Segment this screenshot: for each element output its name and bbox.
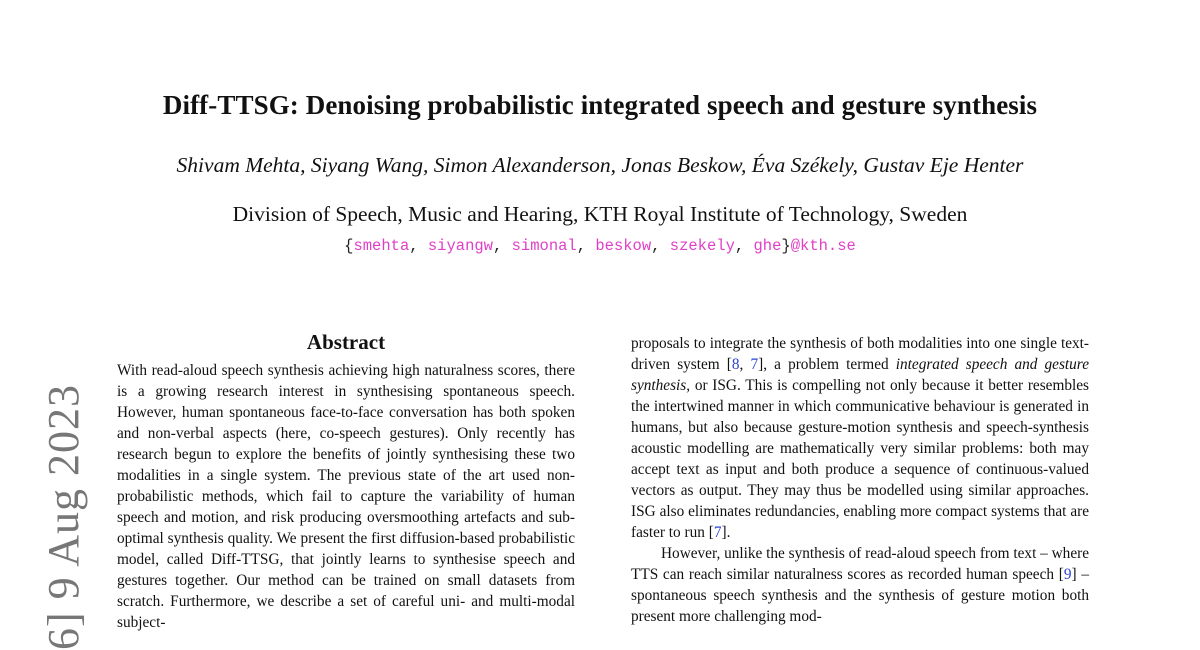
intro-paragraph-2 xyxy=(631,543,1089,627)
email-sep: , xyxy=(493,237,512,255)
email-link[interactable]: simonal xyxy=(511,237,577,255)
email-sep: , xyxy=(576,237,596,255)
citation-link[interactable]: 8 xyxy=(731,356,740,373)
text-run: However, unlike the synthesis of read-aloud speech from text – where TTS can reach similar naturalness scores as recorded human speech [ xyxy=(631,545,1089,583)
term-emphasis: integrated speech and gesture synthesis xyxy=(631,356,1089,394)
email-link[interactable]: ghe xyxy=(753,237,782,255)
text-run: , or ISG. This is compelling not only because it better resembles the intertwined manner in which communicative behaviour is generated in humans, but also because gesture-motion synthesis and speech-synthesis acoustic modelling are mathematically very similar problems: both may accept text as input and both produce a sequence of continuous-valued vectors as output. They may thus be modelled using similar approaches. ISG also eliminates redundancies, enabling more compact systems that are faster to run [ xyxy=(631,377,1089,541)
email-link[interactable]: siyangw xyxy=(427,237,493,255)
email-brace-open: { xyxy=(344,237,354,255)
author-list: Shivam Mehta, Siyang Wang, Simon Alexanderson, Jonas Beskow, Éva Székely, Gustav Eje Henter xyxy=(176,153,1024,177)
text-run: ], a problem termed xyxy=(758,356,896,373)
email-link[interactable]: beskow xyxy=(595,237,652,255)
email-domain[interactable]: @kth.se xyxy=(790,237,856,255)
email-sep: , xyxy=(734,237,754,255)
citation-link[interactable]: 9 xyxy=(1063,566,1072,583)
text-run: proposals to integrate the synthesis of both modalities into one single text-driven system [ xyxy=(631,335,1089,373)
affiliation: Division of Speech, Music and Hearing, KTH Royal Institute of Technology, Sweden xyxy=(232,202,968,226)
abstract-heading: Abstract xyxy=(306,330,386,354)
text-run: , xyxy=(739,356,751,373)
citation-link[interactable]: 7 xyxy=(713,524,722,541)
arxiv-stamp: 6] 9 Aug 2023 xyxy=(39,384,88,650)
abstract-text: With read-aloud speech synthesis achieving high naturalness scores, there is a growing research interest in synthesising spontaneous speech. However, human spontaneous face-to-face conversation has both spoken and non-verbal aspects (here, co-speech gestures). Only recently has research begun to explore the benefits of jointly synthesising these two modalities in a single system. The previous state of the art used non-probabilistic methods, which fail to capture the variability of human speech and motion, and risk producing oversmoothing artefacts and sub-optimal synthesis quality. We present the first diffusion-based probabilistic model, called Diff-TTSG, that jointly learns to synthesise speech and gestures together. Our method can be trained on small datasets from scratch. Furthermore, we describe a set of careful uni- and multi-modal subject- xyxy=(117,362,575,631)
text-run: ] – spontaneous speech synthesis and the synthesis of gesture motion both present more challenging mod- xyxy=(631,566,1089,625)
intro-column xyxy=(631,333,1089,627)
citation-link[interactable]: 7 xyxy=(750,356,759,373)
email-link[interactable]: smehta xyxy=(353,237,410,255)
abstract-column xyxy=(117,330,575,633)
email-sep: , xyxy=(409,237,428,255)
text-run: ]. xyxy=(721,524,731,541)
email-brace-close: } xyxy=(781,237,791,255)
intro-paragraph-1 xyxy=(631,333,1089,543)
email-link[interactable]: szekely xyxy=(669,237,735,255)
email-sep: , xyxy=(651,237,670,255)
paper-title: Diff-TTSG: Denoising probabilistic integrated speech and gesture synthesis xyxy=(162,90,1038,120)
email-list xyxy=(0,237,1200,255)
